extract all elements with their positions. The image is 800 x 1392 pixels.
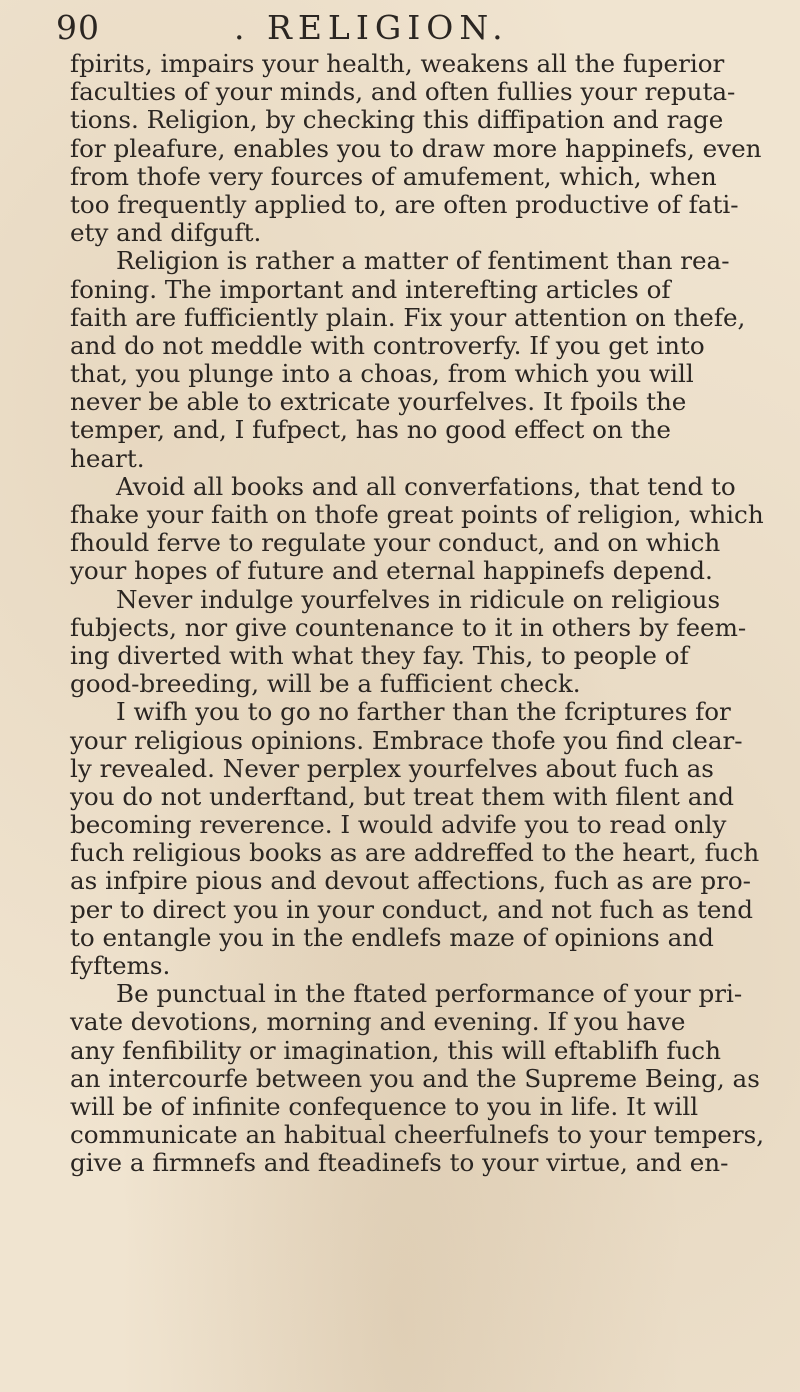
text-line: fubjects, nor give countenance to it in others by feem- <box>70 612 747 642</box>
text-line: your religious opinions. Embrace thofe you find clear- <box>70 725 743 755</box>
text-line: from thofe very fources of amufement, which, when <box>70 161 717 191</box>
text-line: fhould ferve to regulate your conduct, and on which <box>70 528 721 558</box>
text-line: tions. Religion, by checking this diffipation and rage <box>70 105 724 135</box>
text-line: good-breeding, will be a fufficient check. <box>70 669 581 699</box>
text-line: ety and difguft. <box>70 218 262 248</box>
text-line: and do not meddle with controverfy. If you get into <box>70 330 705 360</box>
running-head <box>56 8 756 48</box>
paragraph-start-line: Be punctual in the ftated performance of your pri- <box>116 979 743 1009</box>
text-line: heart. <box>70 443 145 473</box>
text-line: your hopes of future and eternal happinefs depend. <box>70 556 713 586</box>
paragraph-start-line: Religion is rather a matter of fentiment than rea- <box>116 246 730 276</box>
text-line: fyftems. <box>70 951 171 980</box>
text-line: to entangle you in the endlefs maze of opinions and <box>70 922 714 952</box>
text-line: fpirits, impairs your health, weakens all the fuperior <box>70 49 725 78</box>
text-line: temper, and, I fufpect, has no good effect on the <box>70 415 671 445</box>
paragraph-start-line: Avoid all books and all converfations, that tend to <box>116 471 736 501</box>
text-line: foning. The important and interefting articles of <box>70 274 671 304</box>
text-line: faculties of your minds, and often fullies your reputa- <box>70 77 736 107</box>
paragraph-start-line: I wifh you to go no farther than the fcriptures for <box>116 697 731 727</box>
text-line: per to direct you in your conduct, and not fuch as tend <box>70 894 753 924</box>
paragraph-start-line: Never indulge yourfelves in ridicule on religious <box>116 584 721 614</box>
text-line: for pleafure, enables you to draw more happinefs, even <box>70 133 762 163</box>
text-line: you do not underftand, but treat them with filent and <box>70 781 734 811</box>
text-line: ly revealed. Never perplex yourfelves about fuch as <box>70 753 714 783</box>
text-line: vate devotions, morning and evening. If you have <box>70 1007 686 1037</box>
text-line: fuch religious books as are addreffed to the heart, fuch <box>70 838 760 868</box>
text-line: an intercourfe between you and the Supreme Being, as <box>70 1063 760 1093</box>
text-line: give a firmnefs and fteadinefs to your virtue, and en- <box>70 1148 729 1178</box>
text-line: fhake your faith on thofe great points of religion, which <box>70 500 764 529</box>
text-line: faith are fufficiently plain. Fix your attention on thefe, <box>70 302 746 332</box>
text-line: that, you plunge into a choas, from which you will <box>70 359 694 389</box>
text-line: too frequently applied to, are often productive of fati- <box>70 189 739 219</box>
running-title: . RELIGION. <box>234 8 509 47</box>
text-line: as infpire pious and devout affections, fuch as are pro- <box>70 866 751 896</box>
text-line: will be of infinite confequence to you in life. It will <box>70 1091 699 1121</box>
text-line: becoming reverence. I would advife you to read only <box>70 810 727 840</box>
text-line: any fenfibility or imagination, this will eftablifh fuch <box>70 1035 721 1065</box>
text-line: ing diverted with what they fay. This, to people of <box>70 640 689 670</box>
body-text <box>70 49 765 1178</box>
text-line: never be able to extricate yourfelves. It fpoils the <box>70 387 687 417</box>
text-line: communicate an habitual cheerfulnefs to your tempers, <box>70 1120 765 1150</box>
page-number: 90 <box>56 8 100 47</box>
